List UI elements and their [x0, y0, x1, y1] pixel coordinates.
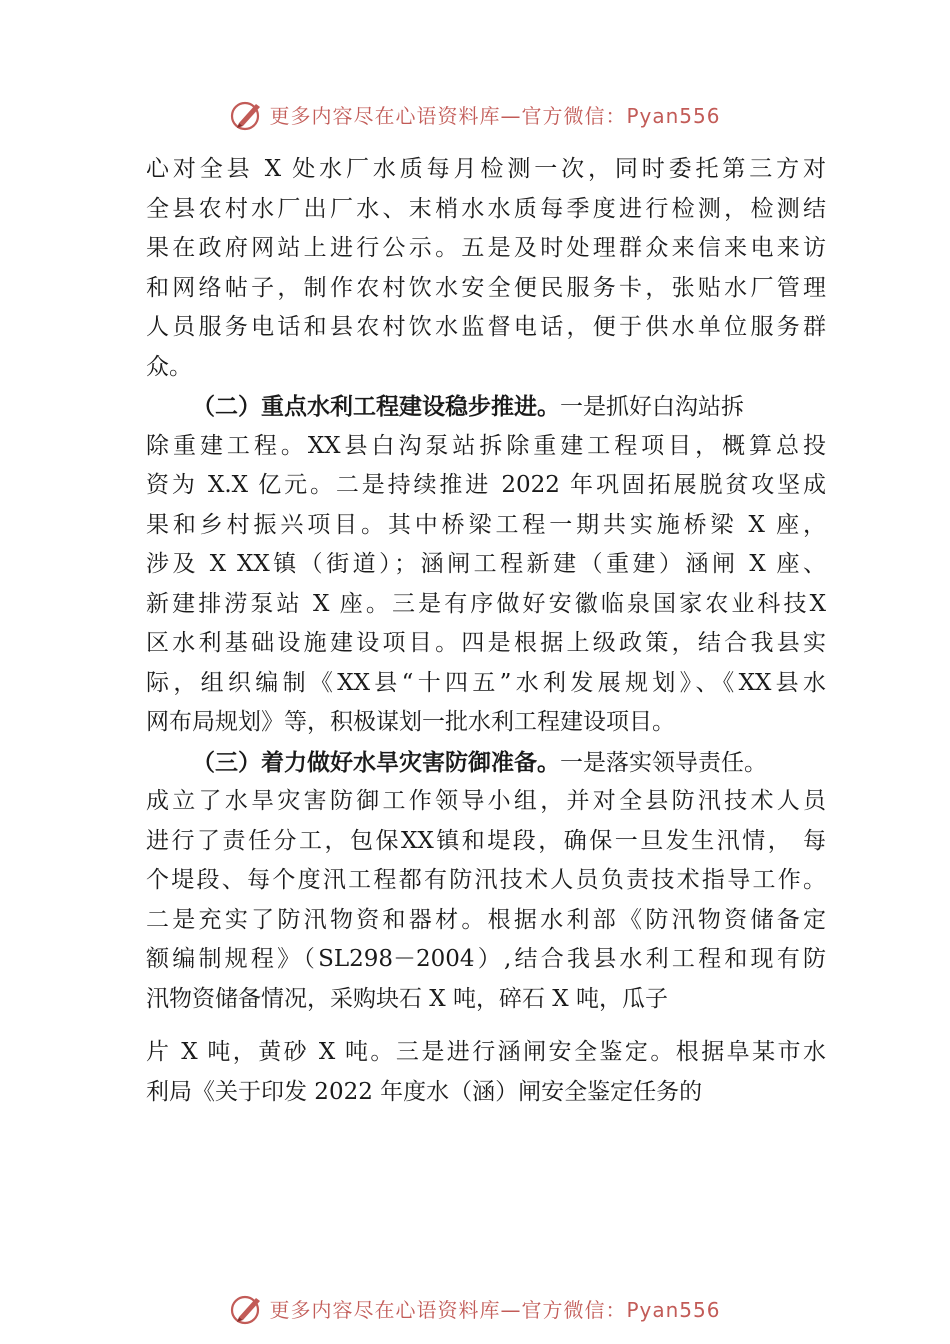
text-line: 片 X 吨，黄砂 X 吨。三是进行涵闸安全鉴定。根据阜某市水	[146, 1039, 826, 1065]
text-line: 果在政府网站上进行公示。五是及时处理群众来信来电来访	[146, 235, 826, 261]
text-line: 区水利基础设施建设项目。四是根据上级政策，结合我县实	[146, 630, 826, 656]
text-line: 除重建工程。XX县白沟泵站拆除重建工程项目，概算总投	[146, 432, 826, 459]
text-line: 个堤段、每个度汛工程都有防汛技术人员负责技术指导工作。	[146, 867, 826, 893]
section-heading-line	[146, 743, 826, 783]
pen-logo-icon	[229, 1290, 265, 1326]
section-text: 一是落实领导责任。	[560, 749, 767, 776]
section-heading-line	[146, 387, 826, 427]
section-heading: （三）着力做好水旱灾害防御准备。	[192, 748, 560, 776]
text-line: 进行了责任分工，包保XX镇和堤段，确保一旦发生汛情， 每	[146, 827, 826, 854]
text-line: 果和乡村振兴项目。其中桥梁工程一期共实施桥梁 X 座，	[146, 511, 826, 538]
text-line: 人员服务电话和县农村饮水监督电话，便于供水单位服务群	[146, 314, 826, 340]
text-line: 网布局规划》等，积极谋划一批水利工程建设项目。	[146, 709, 675, 735]
text-line: 心对全县 X 处水厂水质每月检测一次，同时委托第三方对	[146, 156, 826, 182]
watermark-text: 更多内容尽在心语资料库—官方微信：Pyan556	[269, 103, 721, 128]
watermark-text: 更多内容尽在心语资料库—官方微信：Pyan556	[269, 1297, 721, 1322]
text-line: 众。	[146, 353, 192, 380]
text-line: 汛物资储备情况，采购块石 X 吨，碎石 X 吨，瓜子	[146, 985, 668, 1012]
text-line: 利局《关于印发 2022 年度水（涵）闸安全鉴定任务的	[146, 1078, 703, 1105]
text-line: 资为 X.X 亿元。二是持续推进 2022 年巩固拓展脱贫攻坚成	[146, 472, 826, 498]
text-line: 二是充实了防汛物资和器材。根据水利部《防汛物资储备定	[146, 906, 826, 933]
text-line: 新建排涝泵站 X 座。三是有序做好安徽临泉国家农业科技X	[146, 590, 826, 617]
text-line: 全县农村水厂出厂水、末梢水水质每季度进行检测，检测结	[146, 195, 826, 222]
pen-logo-icon	[229, 96, 265, 132]
text-line: 际，组织编制《XX县“十四五”水利发展规划》、《XX县水	[146, 669, 826, 696]
text-line: 和网络帖子，制作农村饮水安全便民服务卡，张贴水厂管理	[146, 274, 826, 301]
section-heading: （二）重点水利工程建设稳步推进。	[192, 393, 560, 420]
text-line: 额编制规程》（SL298－2004）,结合我县水利工程和现有防	[146, 946, 826, 972]
text-line: 涉及 X XX镇（街道）；涵闸工程新建（重建）涵闸 X 座、	[146, 551, 826, 577]
watermark-banner-top	[0, 94, 950, 134]
text-line: 成立了水旱灾害防御工作领导小组，并对全县防汛技术人员	[146, 788, 826, 814]
section-text: 一是抓好白沟站拆	[560, 394, 744, 420]
document-body	[146, 150, 826, 1112]
watermark-banner-bottom	[0, 1288, 950, 1328]
